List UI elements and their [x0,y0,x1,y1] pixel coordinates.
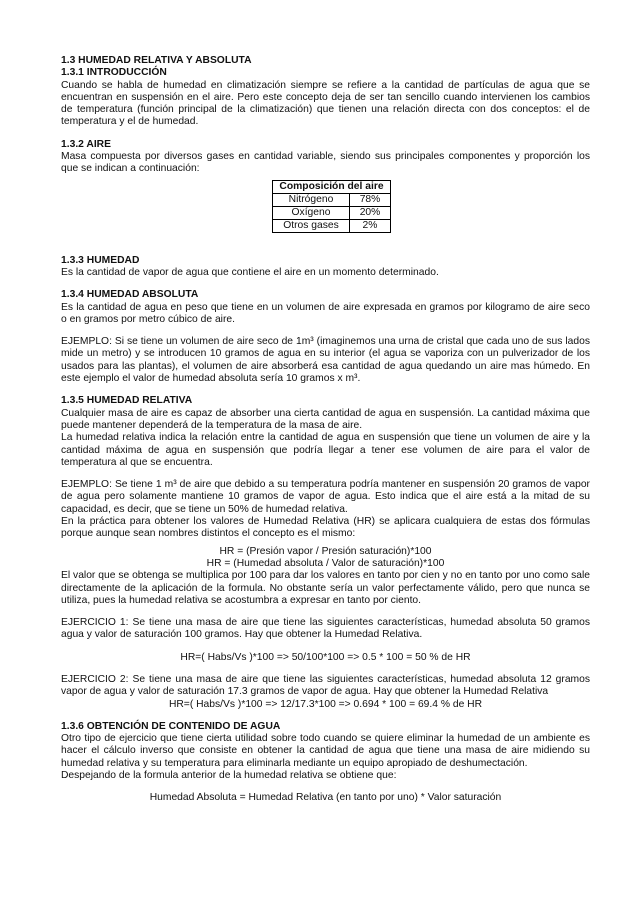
section-1-3-6-title: 1.3.6 OBTENCIÓN DE CONTENIDO DE AGUA [61,720,281,732]
table-cell-gas: Nitrógeno [273,193,350,206]
air-table-header: Composición del aire [273,180,391,193]
section-1-3-4-example: EJEMPLO: Si se tiene un volumen de aire seco de 1m³ (imaginemos una urna de cristal que cada uno de sus lados mide un metro) y se introducen 10 gramos de agua en su interior (el agua se vaporiza con un pulverizador de los usados para las plantas), el volumen de aire absorberá esa cantidad de agua quedando un aire mas húmedo. En este ejemplo el valor de humedad absoluta sería 10 gramos x m³. [61,336,590,385]
section-1-3-5-practice: En la práctica para obtener los valores de Humedad Relativa (HR) se aplicara cualquiera de estas dos fórmulas porque aunque sean nombres distintos el concepto es el mismo: [61,516,590,540]
section-1-3-5-text-1: Cualquier masa de aire es capaz de absorber una cierta cantidad de agua en suspensión. La cantidad máxima que puede mantener dependerá de la temperatura de la masa de aire. [61,407,590,431]
section-1-3-1-text: Cuando se habla de humedad en climatización siempre se refiere a la cantidad de partículas de agua que se encuentran en suspensión en el aire. Pero este concepto deja de ser tan sencillo cuando intervienen los cambios de temperatura (función principal de la climatización) que tienen una relación directa con dos conceptos: el de temperatura y el de humedad. [61,79,590,128]
exercise-1-text: EJERCICIO 1: Se tiene una masa de aire que tiene las siguientes características, humedad absoluta 50 gramos agua y valor de saturación 100 gramos. Hay que obtener la Humedad Relativa. [61,617,590,641]
section-1-3-1-title: 1.3.1 INTRODUCCIÓN [61,67,167,79]
section-1-3-6-text-2: Despejando de la formula anterior de la humedad relativa se obtiene que: [61,770,397,782]
section-1-3-3-title: 1.3.3 HUMEDAD [61,254,140,266]
table-cell-pct: 2% [350,219,391,232]
table-row [273,219,391,232]
formula-hr-pressure: HR = (Presión vapor / Presión saturación)*100 [219,545,432,557]
formula-hr-humidity: HR = (Humedad absoluta / Valor de saturación)*100 [206,557,445,569]
section-1-3-3-text: Es la cantidad de vapor de agua que contiene el aire en un momento determinado. [61,266,439,278]
air-composition-table [272,180,391,233]
exercise-2-text: EJERCICIO 2: Se tiene una masa de aire que tiene las siguientes características, humedad absoluta 12 gramos vapor de agua y valor de saturación 17.3 gramos de vapor de agua. Hay que obtener la Humedad Relativa [61,673,590,698]
table-cell-gas: Otros gases [273,219,350,232]
exercise-1-formula: HR=( Habs/Vs )*100 => 50/100*100 => 0.5 * 100 = 50 % de HR [180,651,471,663]
section-1-3-4-text: Es la cantidad de agua en peso que tiene en un volumen de aire expresada en gramos por kilogramo de aire seco o en gramos por metro cúbico de aire. [61,301,590,325]
table-row [273,193,391,206]
section-1-3-title: 1.3 HUMEDAD RELATIVA Y ABSOLUTA [61,55,252,66]
formula-absolute-humidity: Humedad Absoluta = Humedad Relativa (en tanto por uno) * Valor saturación [149,792,502,804]
section-1-3-2-title: 1.3.2 AIRE [61,138,111,150]
section-1-3-5-title: 1.3.5 HUMEDAD RELATIVA [61,395,193,407]
table-row [273,206,391,219]
section-1-3-5-note: El valor que se obtenga se multiplica por 100 para dar los valores en tanto por cien y no en tanto por uno como sale directamente de la aplicación de la formula. No obstante sería un valor perfectamente válido, pero que nunca se utiliza, pues la humedad relativa se acostumbra a expresar en tanto por ciento. [61,570,590,606]
section-1-3-6-text: Otro tipo de ejercicio que tiene cierta utilidad sobre todo cuando se quiere eliminar la humedad de un ambiente es hacer el cálculo inverso que consiste en obtener la cantidad de agua que tiene una masa de aire midiendo su humedad relativa y su temperatura para eliminarla mediante un equipo apropiado de deshumectación. [61,733,590,769]
section-1-3-4-title: 1.3.4 HUMEDAD ABSOLUTA [61,289,199,301]
section-1-3-5-text-2: La humedad relativa indica la relación entre la cantidad de agua en suspensión que tiene un volumen de aire y la cantidad máxima de agua en suspensión que podría llegar a tener ese volumen de aire para el valor de temperatura al que se encuentra. [61,432,590,468]
table-cell-gas: Oxígeno [273,206,350,219]
section-1-3-2-text: Masa compuesta por diversos gases en cantidad variable, siendo sus principales componentes y proporción los que se indican a continuación: [61,151,590,175]
section-1-3-5-example: EJEMPLO: Se tiene 1 m³ de aire que debido a su temperatura podría mantener en suspensión 20 gramos de vapor de agua pero solamente mantiene 10 gramos de vapor de agua. Esto indica que el aire está a la mitad de su capacidad, es decir, que se tiene un 50% de humedad relativa. [61,479,590,515]
table-cell-pct: 20% [350,206,391,219]
exercise-2-formula: HR=( Habs/Vs )*100 => 12/17.3*100 => 0.694 * 100 = 69.4 % de HR [168,698,483,710]
table-cell-pct: 78% [350,193,391,206]
